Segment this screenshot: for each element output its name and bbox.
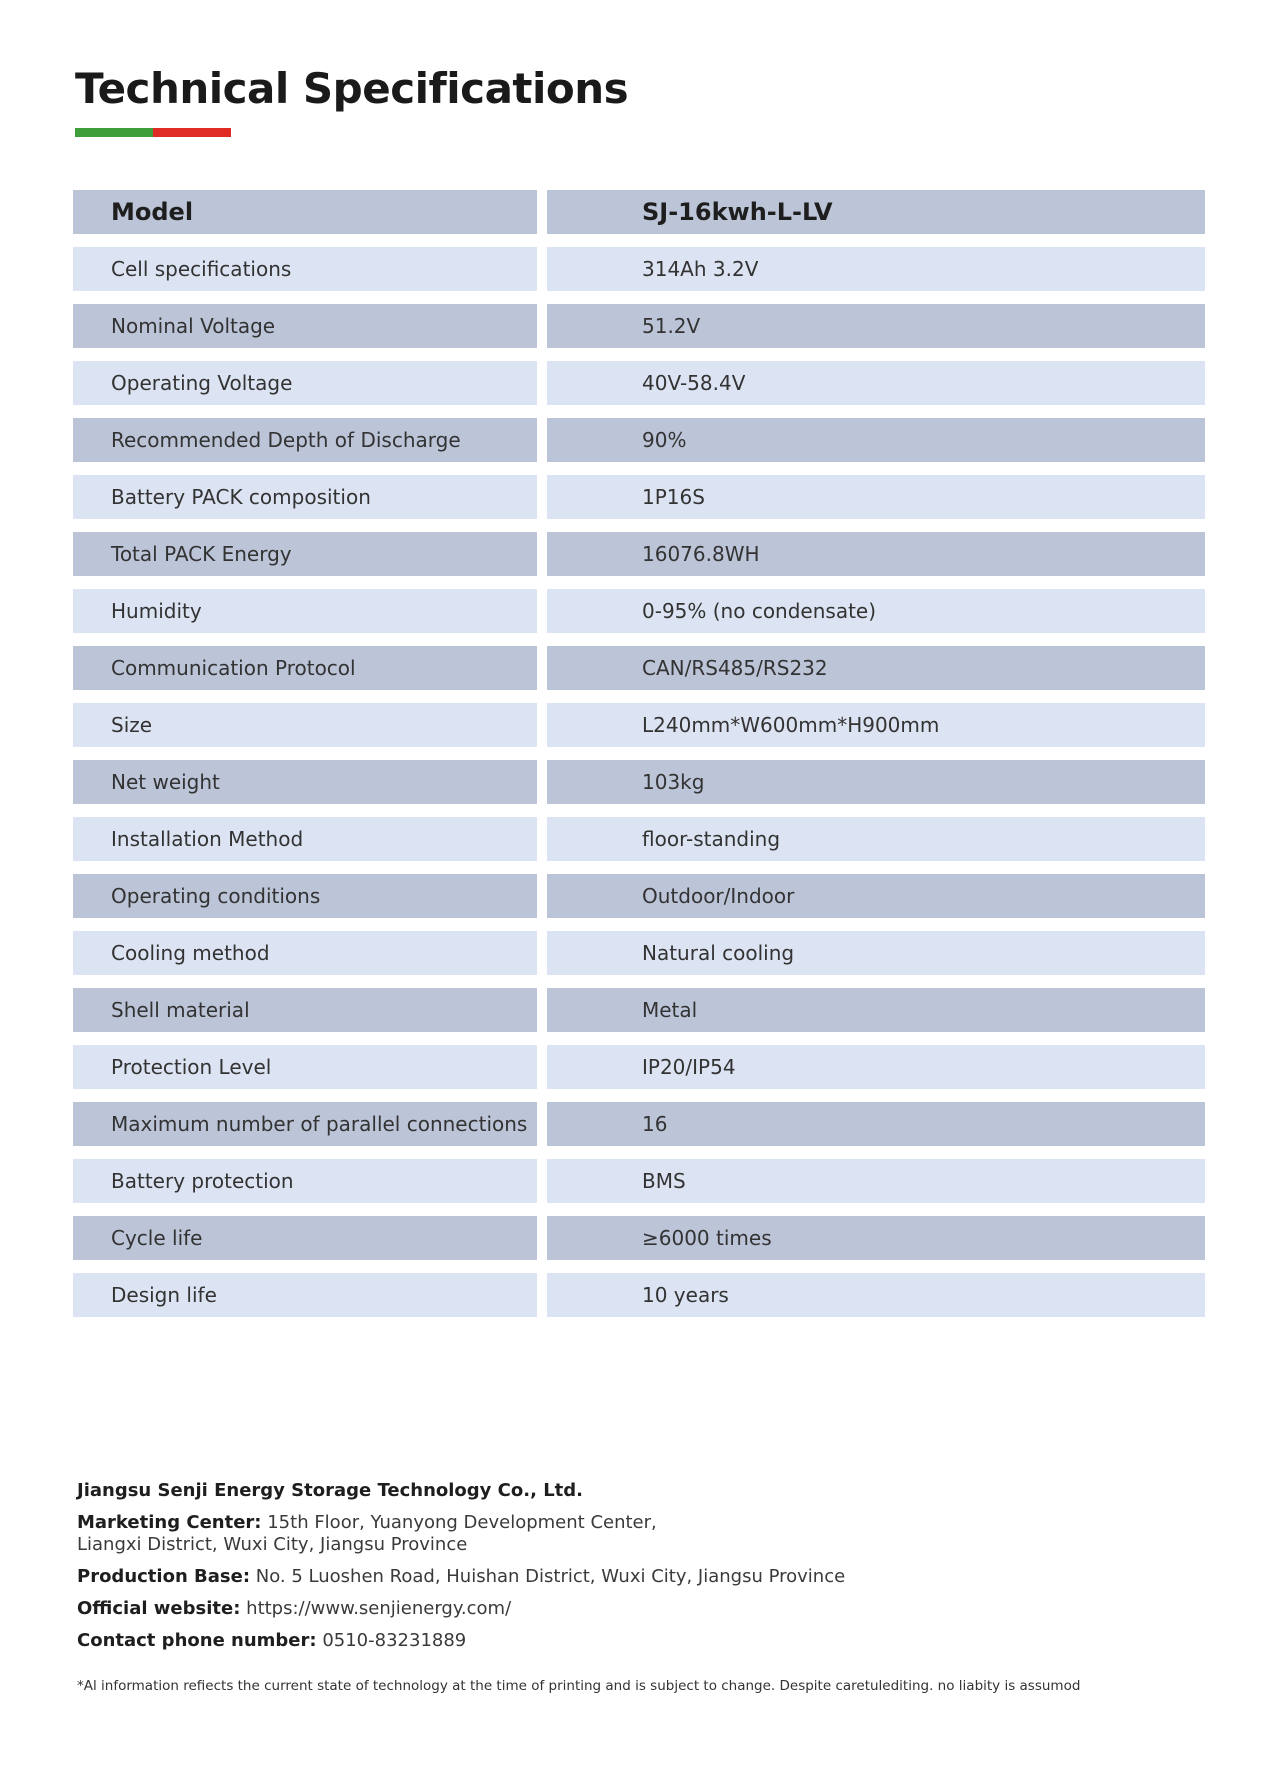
table-row <box>73 1216 1205 1260</box>
row-label: Operating Voltage <box>73 361 537 405</box>
page-title: Technical Specifications <box>75 64 629 113</box>
row-label: Battery PACK composition <box>73 475 537 519</box>
header-value: SJ-16kwh-L-LV <box>547 190 1205 234</box>
table-row <box>73 760 1205 804</box>
table-row <box>73 361 1205 405</box>
table-row <box>73 931 1205 975</box>
table-row <box>73 589 1205 633</box>
table-row <box>73 418 1205 462</box>
row-value: 90% <box>547 418 1205 462</box>
production-label: Production Base: <box>77 1566 251 1587</box>
header-label: Model <box>73 190 537 234</box>
table-row <box>73 1045 1205 1089</box>
row-label: Battery protection <box>73 1159 537 1203</box>
contact-phone <box>77 1629 1227 1653</box>
website-link[interactable]: https://www.senjienergy.com/ <box>246 1598 512 1619</box>
row-label: Shell material <box>73 988 537 1032</box>
table-row <box>73 532 1205 576</box>
production-base <box>77 1565 1227 1589</box>
website-label: Official website: <box>77 1598 241 1619</box>
company-footer <box>77 1480 1227 1661</box>
table-row <box>73 874 1205 918</box>
row-value: CAN/RS485/RS232 <box>547 646 1205 690</box>
row-label: Net weight <box>73 760 537 804</box>
table-row <box>73 247 1205 291</box>
row-label: Size <box>73 703 537 747</box>
row-label: Nominal Voltage <box>73 304 537 348</box>
row-value: 314Ah 3.2V <box>547 247 1205 291</box>
row-label: Design life <box>73 1273 537 1317</box>
table-row <box>73 703 1205 747</box>
row-value: floor-standing <box>547 817 1205 861</box>
table-row <box>73 646 1205 690</box>
row-value: 16076.8WH <box>547 532 1205 576</box>
row-label: Cycle life <box>73 1216 537 1260</box>
phone-label: Contact phone number: <box>77 1630 317 1651</box>
row-value: 1P16S <box>547 475 1205 519</box>
table-row <box>73 1102 1205 1146</box>
row-value: Outdoor/Indoor <box>547 874 1205 918</box>
company-name: Jiangsu Senji Energy Storage Technology Co., Ltd. <box>77 1480 583 1501</box>
row-value: IP20/IP54 <box>547 1045 1205 1089</box>
marketing-address-line1: 15th Floor, Yuanyong Development Center, <box>267 1512 657 1533</box>
table-row <box>73 304 1205 348</box>
row-value: Metal <box>547 988 1205 1032</box>
disclaimer: *Al information refiects the current state of technology at the time of printing and is subject to change. Despite caretulediting. no liabity is assumod <box>77 1678 1081 1694</box>
table-row <box>73 988 1205 1032</box>
row-label: Total PACK Energy <box>73 532 537 576</box>
row-label: Cooling method <box>73 931 537 975</box>
row-value: 16 <box>547 1102 1205 1146</box>
table-row <box>73 1159 1205 1203</box>
table-row <box>73 817 1205 861</box>
spec-table <box>73 190 1205 1330</box>
row-label: Operating conditions <box>73 874 537 918</box>
official-website <box>77 1597 1227 1621</box>
row-value: 0-95% (no condensate) <box>547 589 1205 633</box>
row-label: Humidity <box>73 589 537 633</box>
row-label: Cell specifications <box>73 247 537 291</box>
row-value: Natural cooling <box>547 931 1205 975</box>
row-value: L240mm*W600mm*H900mm <box>547 703 1205 747</box>
row-value: 103kg <box>547 760 1205 804</box>
phone-number: 0510-83231889 <box>322 1630 467 1651</box>
underline-red-segment <box>153 128 231 137</box>
underline-green-segment <box>75 128 153 137</box>
row-label: Installation Method <box>73 817 537 861</box>
row-value: ≥6000 times <box>547 1216 1205 1260</box>
marketing-address-line2: Liangxi District, Wuxi City, Jiangsu Province <box>77 1534 468 1555</box>
table-header-row <box>73 190 1205 234</box>
marketing-label: Marketing Center: <box>77 1512 262 1533</box>
table-row <box>73 475 1205 519</box>
row-value: 51.2V <box>547 304 1205 348</box>
production-address: No. 5 Luoshen Road, Huishan District, Wuxi City, Jiangsu Province <box>255 1566 846 1587</box>
row-label: Protection Level <box>73 1045 537 1089</box>
row-label: Recommended Depth of Discharge <box>73 418 537 462</box>
table-row <box>73 1273 1205 1317</box>
row-value: 10 years <box>547 1273 1205 1317</box>
row-value: 40V-58.4V <box>547 361 1205 405</box>
title-underline <box>75 128 231 137</box>
marketing-center <box>77 1511 1227 1557</box>
row-label: Communication Protocol <box>73 646 537 690</box>
row-label: Maximum number of parallel connections <box>73 1102 537 1146</box>
row-value: BMS <box>547 1159 1205 1203</box>
